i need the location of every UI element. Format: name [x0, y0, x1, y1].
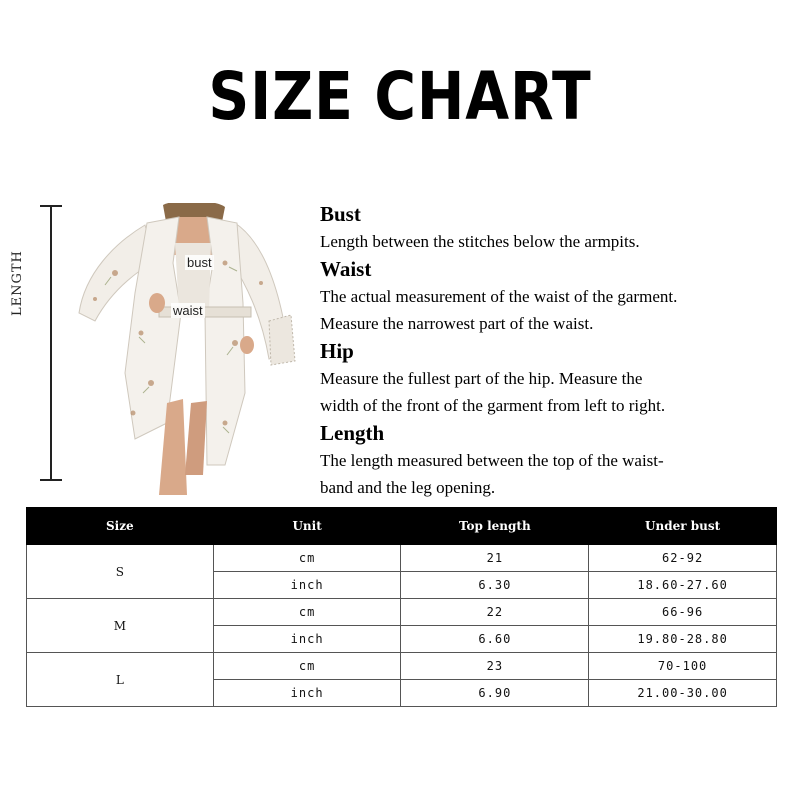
desc-hip [320, 337, 790, 419]
under-bust-cell: 62-92 [589, 545, 777, 572]
robe-illustration [75, 203, 297, 495]
table-row [27, 599, 777, 626]
ruler-bottom-cap [40, 479, 62, 481]
bust-tag: bust [187, 255, 212, 270]
desc-line: The actual measurement of the waist of the garment. [320, 287, 678, 306]
page-title: SIZE CHART [208, 58, 592, 135]
table-header-row [27, 508, 777, 545]
desc-length [320, 419, 790, 501]
under-bust-cell: 21.00-30.00 [589, 680, 777, 707]
under-bust-cell: 66-96 [589, 599, 777, 626]
desc-line: Length between the stitches below the armpits. [320, 232, 640, 251]
under-bust-cell: 18.60-27.60 [589, 572, 777, 599]
size-table [26, 507, 777, 707]
measurement-descriptions [320, 200, 790, 501]
top-length-cell: 6.90 [401, 680, 589, 707]
unit-cell: cm [213, 599, 401, 626]
term-waist: Waist [320, 257, 372, 281]
header-top-length: Top length [401, 508, 589, 545]
unit-cell: cm [213, 653, 401, 680]
term-bust: Bust [320, 202, 361, 226]
desc-line: band and the leg opening. [320, 478, 496, 497]
header-size: Size [27, 508, 214, 545]
table-row [27, 545, 777, 572]
desc-bust [320, 200, 790, 255]
top-length-cell: 23 [401, 653, 589, 680]
desc-line: Measure the narrowest part of the waist. [320, 314, 594, 333]
length-label: LENGTH [10, 250, 25, 316]
model-photo [75, 203, 297, 495]
length-ruler [22, 205, 62, 481]
top-length-cell: 6.30 [401, 572, 589, 599]
unit-cell: cm [213, 545, 401, 572]
header-unit: Unit [213, 508, 401, 545]
top-length-cell: 21 [401, 545, 589, 572]
desc-line: Measure the fullest part of the hip. Measure the [320, 369, 643, 388]
unit-cell: inch [213, 626, 401, 653]
size-cell: M [27, 599, 214, 653]
unit-cell: inch [213, 572, 401, 599]
size-cell: S [27, 545, 214, 599]
desc-line: width of the front of the garment from left to right. [320, 396, 666, 415]
ruler-line [50, 205, 52, 481]
waist-tag: waist [173, 303, 203, 318]
under-bust-cell: 70-100 [589, 653, 777, 680]
header-under-bust: Under bust [589, 508, 777, 545]
top-length-cell: 6.60 [401, 626, 589, 653]
desc-line: The length measured between the top of the waist- [320, 451, 664, 470]
term-length: Length [320, 421, 385, 445]
top-length-cell: 22 [401, 599, 589, 626]
term-hip: Hip [320, 339, 354, 363]
under-bust-cell: 19.80-28.80 [589, 626, 777, 653]
unit-cell: inch [213, 680, 401, 707]
desc-waist [320, 255, 790, 337]
table-row [27, 653, 777, 680]
size-cell: L [27, 653, 214, 707]
